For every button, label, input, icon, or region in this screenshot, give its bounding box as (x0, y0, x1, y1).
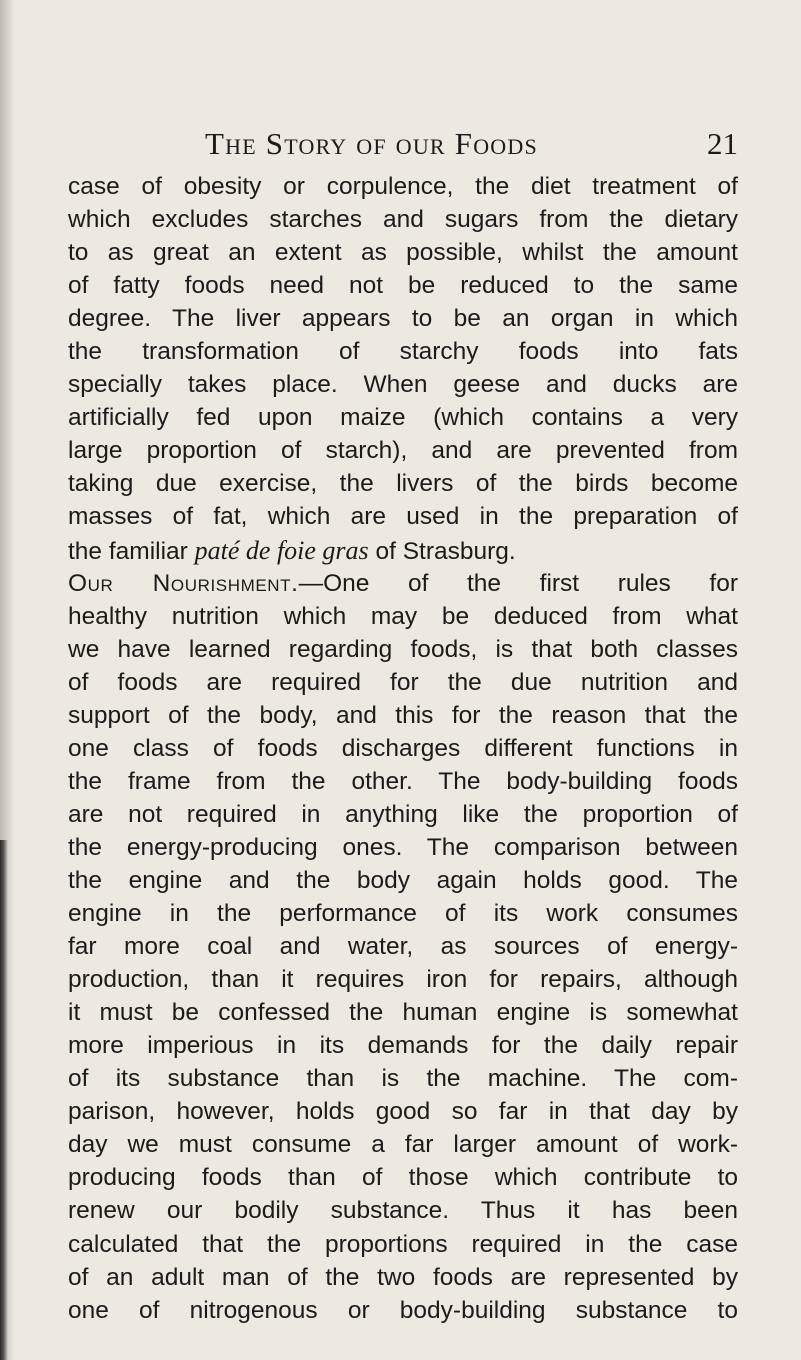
text-line: case of obesity or corpulence, the diet treatment of (68, 173, 738, 200)
text-line: one of nitrogenous or body-building substance to (68, 1296, 738, 1324)
text-line: are not required in anything like the proportion of (68, 800, 738, 828)
text-run: the familiar (68, 537, 195, 565)
text-line: masses of fat, which are used in the preparation of (68, 503, 738, 531)
text-run: —One of the first rules for (298, 569, 738, 597)
text-line: of its substance than is the machine. The com- (68, 1065, 738, 1093)
page-number: 21 (707, 126, 738, 161)
text-line: degree. The liver appears to be an organ in which (68, 305, 738, 333)
text-line: we have learned regarding foods, is that both classes (68, 635, 738, 663)
text-line: which excludes starches and sugars from the dietary (68, 206, 738, 234)
body-text (68, 170, 738, 1327)
text-line: healthy nutrition which may be deduced from what (68, 602, 738, 630)
running-head (68, 126, 738, 166)
text-line: it must be confessed the human engine is somewhat (68, 999, 738, 1027)
section-heading: Our Nourishment. (68, 569, 299, 597)
text-line: renew our bodily substance. Thus it has been (68, 1197, 738, 1225)
text-line: the energy-producing ones. The comparison between (68, 833, 738, 861)
text-line: of fatty foods need not be reduced to the same (68, 272, 738, 300)
text-line: taking due exercise, the livers of the birds become (68, 470, 738, 498)
text-run: of Strasburg. (368, 537, 516, 565)
text-line: one class of foods discharges different functions in (68, 734, 738, 762)
text-line: more imperious in its demands for the daily repair (68, 1032, 738, 1060)
running-title: The Story of our Foods (205, 126, 538, 161)
text-line: artificially fed upon maize (which contains a very (68, 404, 738, 432)
text-line: of foods are required for the due nutrition and (68, 668, 738, 696)
text-line: the frame from the other. The body-building foods (68, 767, 738, 795)
text-line: engine in the performance of its work consumes (68, 900, 738, 928)
text-line: the engine and the body again holds good. The (68, 866, 738, 894)
text-line: large proportion of starch), and are prevented from (68, 437, 738, 465)
text-line: of an adult man of the two foods are represented by (68, 1263, 738, 1291)
text-line: support of the body, and this for the reason that the (68, 701, 738, 729)
text-line: parison, however, holds good so far in that day by (68, 1098, 738, 1126)
text-line: the transformation of starchy foods into fats (68, 338, 738, 366)
text-line: production, than it requires iron for repairs, although (68, 966, 738, 994)
page-edge-shadow (0, 840, 8, 1360)
text-line: day we must consume a far larger amount of work- (68, 1131, 738, 1159)
italic-phrase: paté de foie gras (194, 535, 369, 565)
section-heading-line (68, 567, 738, 600)
text-line: specially takes place. When geese and ducks are (68, 371, 738, 399)
text-line: to as great an extent as possible, whilst the amount (68, 239, 738, 267)
text-line: producing foods than of those which contribute to (68, 1164, 738, 1192)
text-line: calculated that the proportions required in the case (68, 1230, 738, 1258)
text-line-paragraph-end (68, 534, 738, 567)
text-line: far more coal and water, as sources of energy- (68, 933, 738, 961)
